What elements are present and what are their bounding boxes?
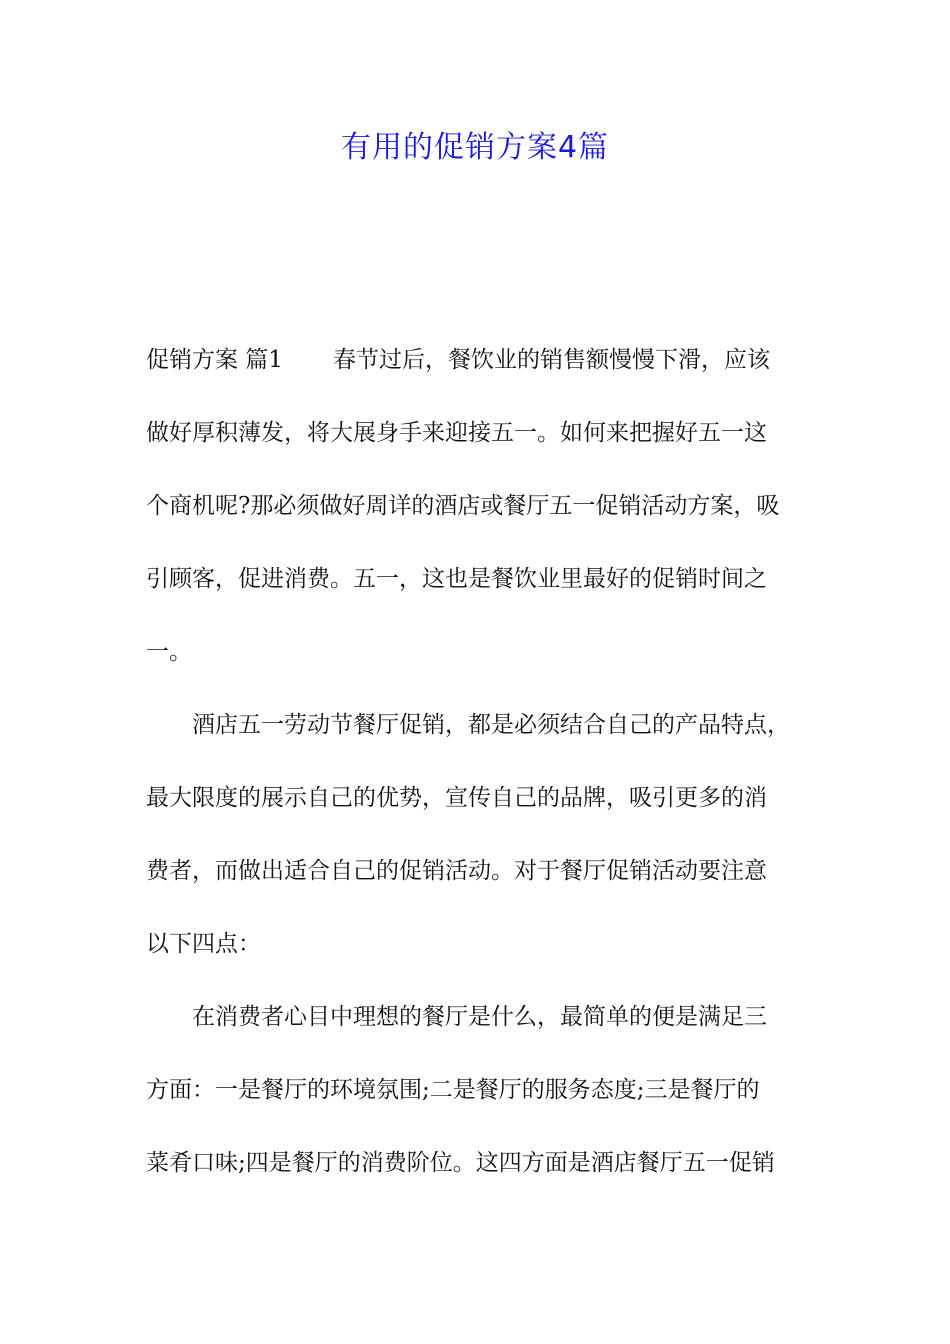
text-line [146, 701, 810, 774]
document-body [146, 336, 810, 1212]
text-line-content: 春节过后，餐饮业的销售额慢慢下滑，应该 [332, 347, 770, 373]
section-heading: 促销方案 篇1 [146, 347, 283, 373]
text-line-content: 在消费者心目中理想的餐厅是什么，最简单的便是满足三 [192, 1004, 767, 1030]
text-line: 费者，而做出适合自己的促销活动。对于餐厅促销活动要注意 [146, 858, 767, 884]
text-line: 引顾客，促进消费。五一，这也是餐饮业里最好的促销时间之 [146, 566, 767, 592]
text-line: 方面：一是餐厅的环境氛围;二是餐厅的服务态度;三是餐厅的 [146, 1077, 760, 1103]
text-line: 一。 [146, 639, 192, 665]
text-line: 菜肴口味;四是餐厅的消费阶位。这四方面是酒店餐厅五一促销 [146, 1150, 775, 1176]
text-line: 做好厚积薄发，将大展身手来迎接五一。如何来把握好五一这 [146, 420, 767, 446]
text-line [146, 993, 810, 1066]
document-title: 有用的促销方案4篇 [340, 130, 610, 165]
text-line: 最大限度的展示自己的优势，宣传自己的品牌，吸引更多的消 [146, 785, 767, 811]
text-line-content: 酒店五一劳动节餐厅促销，都是必须结合自己的产品特点， [192, 712, 790, 738]
text-line: 以下四点： [146, 931, 261, 957]
text-line [146, 336, 810, 409]
text-line: 个商机呢?那必须做好周详的酒店或餐厅五一促销活动方案，吸 [146, 493, 780, 519]
